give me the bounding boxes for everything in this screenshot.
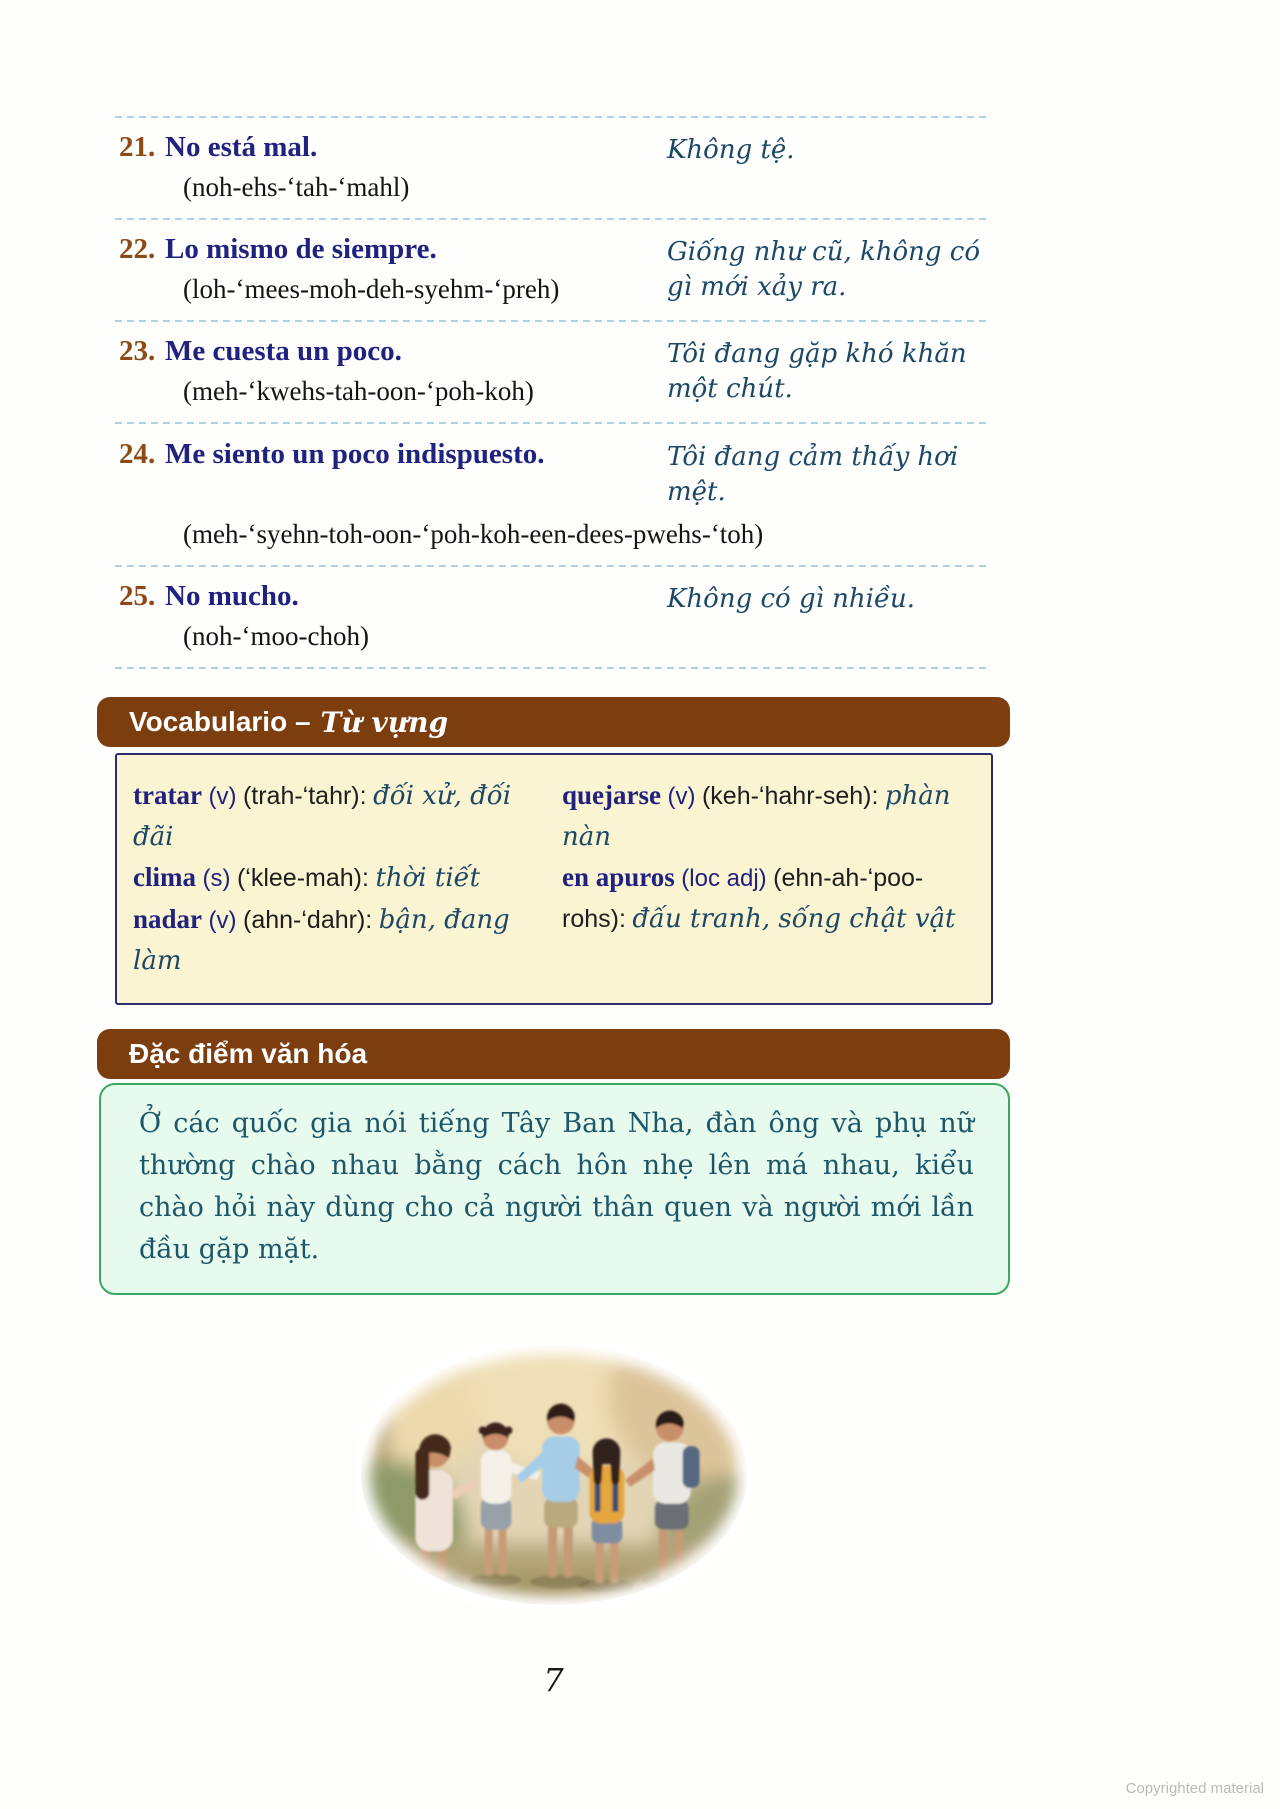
- vocab-word: nadar: [133, 904, 203, 935]
- vocab-word: clima: [133, 862, 196, 893]
- vocabulary-section: [0, 697, 1280, 1005]
- phrase-number: 21.: [119, 131, 156, 163]
- vocab-word: tratar: [133, 780, 202, 811]
- vocab-item: [133, 899, 536, 981]
- spanish-phrase: No está mal.: [165, 131, 318, 163]
- spanish-phrase: No mucho.: [165, 580, 299, 613]
- copyright-notice: Copyrighted material: [1125, 1780, 1264, 1797]
- dashed-divider: [115, 666, 990, 669]
- vocab-item: [562, 775, 965, 857]
- page-number: 7: [543, 1660, 564, 1699]
- vocab-pron: (keh-‘hahr-seh):: [701, 782, 879, 811]
- pronunciation: (meh-‘kwehs-tah-oon-‘poh-koh): [183, 376, 534, 407]
- phrase-list: [115, 115, 990, 669]
- vocab-pos: (s): [202, 865, 231, 893]
- vocab-meaning: đấu tranh, sống chật vật: [632, 904, 956, 935]
- vocab-pos: (loc adj): [681, 865, 767, 893]
- vocab-item: [562, 857, 965, 939]
- phrase-row-25: [115, 567, 990, 666]
- vietnamese-translation: Giống như cũ, không có gì mới xảy ra.: [667, 237, 981, 303]
- pronunciation: (loh-‘mees-moh-deh-syehm-‘preh): [183, 273, 560, 304]
- vietnamese-translation: Không tệ.: [667, 135, 795, 165]
- vocabulary-title-es: Vocabulario –: [129, 706, 311, 738]
- culture-title: Đặc điểm văn hóa: [129, 1038, 368, 1070]
- phrase-number: 24.: [119, 437, 156, 470]
- vocabulary-title-vi: Từ vựng: [320, 705, 449, 739]
- vocab-item: [133, 857, 536, 899]
- phrase-row-22: [115, 220, 990, 319]
- culture-body: [99, 1083, 1010, 1294]
- vocab-pron: (ehn-ah-‘poo-rohs):: [562, 864, 924, 934]
- spanish-phrase: Lo mismo de siempre.: [165, 233, 437, 266]
- phrase-number: 23.: [119, 335, 156, 368]
- vocab-meaning: đối xử, đối đãi: [133, 781, 512, 853]
- vocab-pron: (trah-‘tahr):: [242, 782, 367, 811]
- culture-header: [97, 1029, 1010, 1079]
- vocab-pos: (v): [208, 783, 237, 811]
- vocab-meaning: thời tiết: [375, 863, 481, 894]
- vocab-word: en apuros: [562, 862, 675, 893]
- vocab-word: quejarse: [562, 780, 661, 811]
- photo-container: [97, 1341, 1010, 1609]
- culture-section: [0, 1029, 1280, 1294]
- vocab-pos: (v): [208, 907, 237, 935]
- spanish-phrase: Me cuesta un poco.: [165, 335, 402, 368]
- culture-text: Ở các quốc gia nói tiếng Tây Ban Nha, đàn ông và phụ nữ thường chào nhau bằng cách hôn nhẹ lên má nhau, kiểu chào hỏi này dùng cho cả người thân quen và người mới lần đầu gặp mặt.: [139, 1108, 974, 1265]
- vocabulary-body: [115, 753, 993, 1005]
- phrase-number: 22.: [119, 233, 156, 266]
- pronunciation: (noh-‘moo-choh): [183, 620, 369, 651]
- spanish-phrase: Me siento un poco indispuesto.: [165, 437, 545, 470]
- vocab-column-left: [133, 775, 536, 981]
- phrase-row-23: [115, 322, 990, 421]
- vocab-meaning: phàn nàn: [562, 781, 951, 853]
- vocab-column-right: [562, 775, 965, 981]
- vocab-pron: (‘klee-mah):: [236, 864, 369, 893]
- pronunciation: (noh-ehs-‘tah-‘mahl): [183, 171, 410, 202]
- vietnamese-translation: Tôi đang gặp khó khăn một chút.: [667, 339, 967, 405]
- phrase-row-24: [115, 425, 990, 565]
- vocab-pos: (v): [667, 783, 696, 811]
- vietnamese-translation: Không có gì nhiều.: [667, 584, 915, 615]
- children-greeting-photo: [356, 1341, 752, 1609]
- vocabulary-header: [97, 697, 1010, 747]
- vietnamese-translation: Tôi đang cảm thấy hơi mệt.: [667, 441, 959, 507]
- vocab-meaning: bận, đang làm: [133, 905, 510, 977]
- vocab-pron: (ahn-‘dahr):: [243, 906, 373, 935]
- phrase-row-21: [115, 118, 990, 217]
- phrase-number: 25.: [119, 580, 156, 613]
- vocab-item: [133, 775, 536, 857]
- pronunciation: (meh-‘syehn-toh-oon-‘poh-koh-een-dees-pwehs-‘toh): [183, 518, 764, 549]
